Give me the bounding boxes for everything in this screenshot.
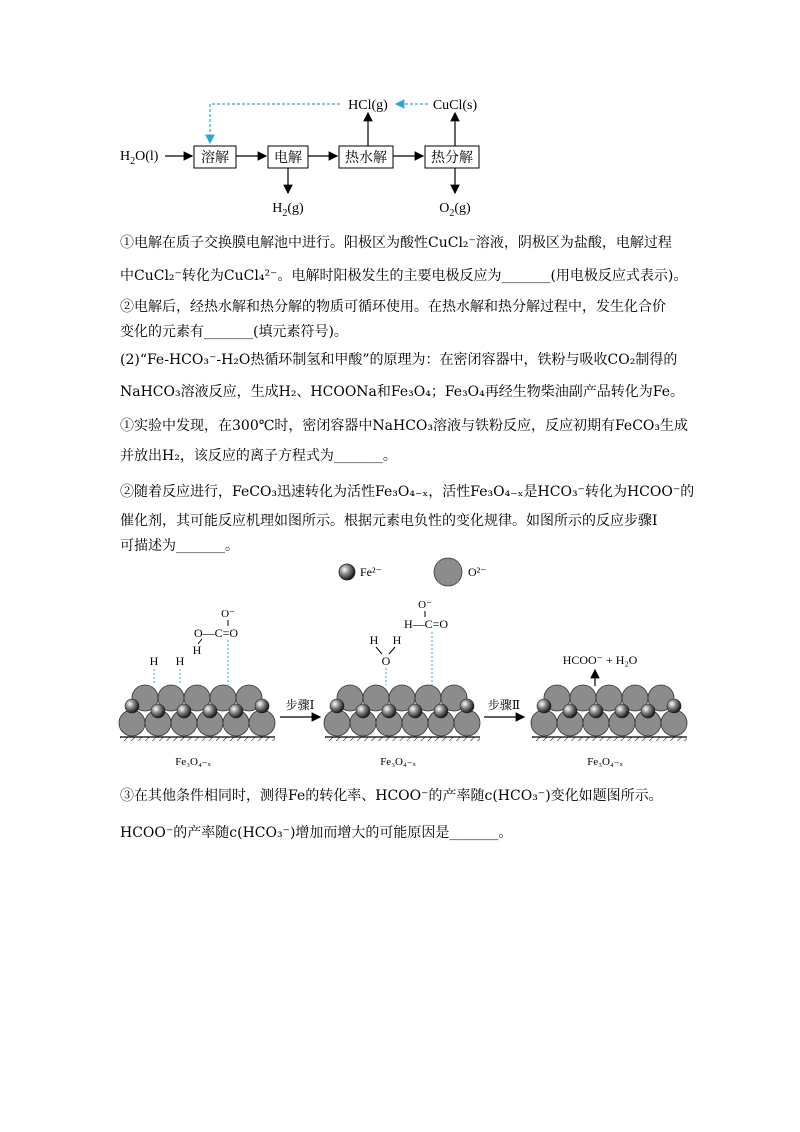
- legend-fe-label: Fe²⁻: [360, 565, 382, 579]
- panel2-surface-label: Fe₃O₄₋ₓ: [380, 756, 416, 768]
- panel1-surface-label: Fe₃O₄₋ₓ: [175, 756, 211, 768]
- paragraph-line: ③在其他条件相同时，测得Fe的转化率、HCOO⁻的产率随c(HCO₃⁻)变化如题图所示。: [120, 788, 663, 804]
- paragraph-line: ②电解后，经热水解和热分解的物质可循环使用。在热水解和热分解过程中，发生化合价: [120, 299, 666, 315]
- panel1-o-minus: O⁻: [221, 608, 235, 620]
- paragraph-line: ①电解在质子交换膜电解池中进行。阳极区为酸性CuCl₂⁻溶液，阴极区为盐酸，电解过程: [120, 235, 672, 251]
- panel1-h-bottom: H: [192, 643, 202, 657]
- paragraph-line: 中CuCl₂⁻转化为CuCl₄²⁻。电解时阳极发生的主要电极反应为_______(用电极反应式表示)。: [120, 268, 688, 284]
- panel3-product: HCOO⁻ + H₂O: [562, 653, 638, 667]
- panel2-bond: [389, 647, 395, 654]
- mechanism-panel-3: [531, 653, 687, 768]
- paragraph-line: (2)“Fe-HCO₃⁻-H₂O热循环制氢和甲酸”的原理为：在密闭容器中，铁粉与吸收CO₂制得的: [120, 352, 678, 368]
- paragraph-line: ①实验中发现，在300℃时，密闭容器中NaHCO₃溶液与铁粉反应，反应初期有FeCO₃生成: [120, 418, 689, 434]
- paragraph-line: 可描述为_______。: [120, 538, 239, 554]
- output-o2: $O_2(g)$: [439, 201, 471, 219]
- step1-label: 步骤Ⅰ: [285, 698, 315, 712]
- panel1-chain: O—C=O: [193, 626, 239, 640]
- output-h2: $H_2(g)$: [272, 201, 304, 219]
- box-electrolysis-label: 电解: [274, 151, 302, 166]
- step2-label: 步骤Ⅱ: [487, 698, 521, 712]
- paragraph-line: 催化剂，其可能反应机理如图所示。根据元素电负性的变化规律。如图所示的反应步骤Ⅰ: [120, 513, 658, 529]
- legend-o-sphere: [434, 558, 462, 586]
- output-hcl: HCl(g): [348, 98, 388, 113]
- paragraph-line: 并放出H₂，该反应的离子方程式为_______。: [120, 448, 397, 464]
- paragraph-line: HCOO⁻的产率随c(HCO₃⁻)增加而增大的可能原因是_______。: [120, 825, 513, 841]
- box-hydrolysis-label: 热水解: [345, 151, 387, 166]
- panel1-h-right: H: [175, 654, 185, 668]
- legend-fe-sphere: [339, 564, 355, 580]
- panel2-o-minus: O⁻: [418, 599, 432, 611]
- panel1-h-left: H: [149, 654, 159, 668]
- flow-input-label: $H_2O(l)$: [120, 149, 159, 167]
- panel2-chain: H—C=O: [403, 617, 449, 631]
- panel2-bond: [376, 647, 382, 654]
- box-thermal-decomp-label: 热分解: [431, 151, 473, 166]
- panel2-o-mid: O: [381, 654, 391, 668]
- panel3-surface-label: Fe₃O₄₋ₓ: [587, 756, 623, 768]
- output-cucl: CuCl(s): [432, 98, 478, 113]
- ion-legend: [330, 556, 510, 590]
- mechanism-panel-1: [119, 608, 275, 768]
- legend-o-label: O²⁻: [468, 565, 487, 579]
- paragraph-line: ②随着反应进行，FeCO₃迅速转化为活性Fe₃O₄₋ₓ，活性Fe₃O₄₋ₓ是HCO₃⁻转化为HCOO⁻的: [120, 484, 695, 500]
- paragraph-line: 变化的元素有_______(填元素符号)。: [120, 324, 348, 340]
- recycle-hcl-dashed: [210, 104, 340, 143]
- paragraph-line: NaHCO₃溶液反应，生成H₂、HCOONa和Fe₃O₄；Fe₃O₄再经生物柴油副产品转化为Fe。: [120, 384, 685, 400]
- reaction-mechanism-diagram: [110, 592, 690, 777]
- panel2-h-left: H: [369, 633, 379, 647]
- process-flow-diagram: [110, 85, 510, 220]
- box-dissolve-label: 溶解: [201, 151, 229, 166]
- mechanism-panel-2: [324, 599, 480, 768]
- panel2-h-right: H: [392, 633, 402, 647]
